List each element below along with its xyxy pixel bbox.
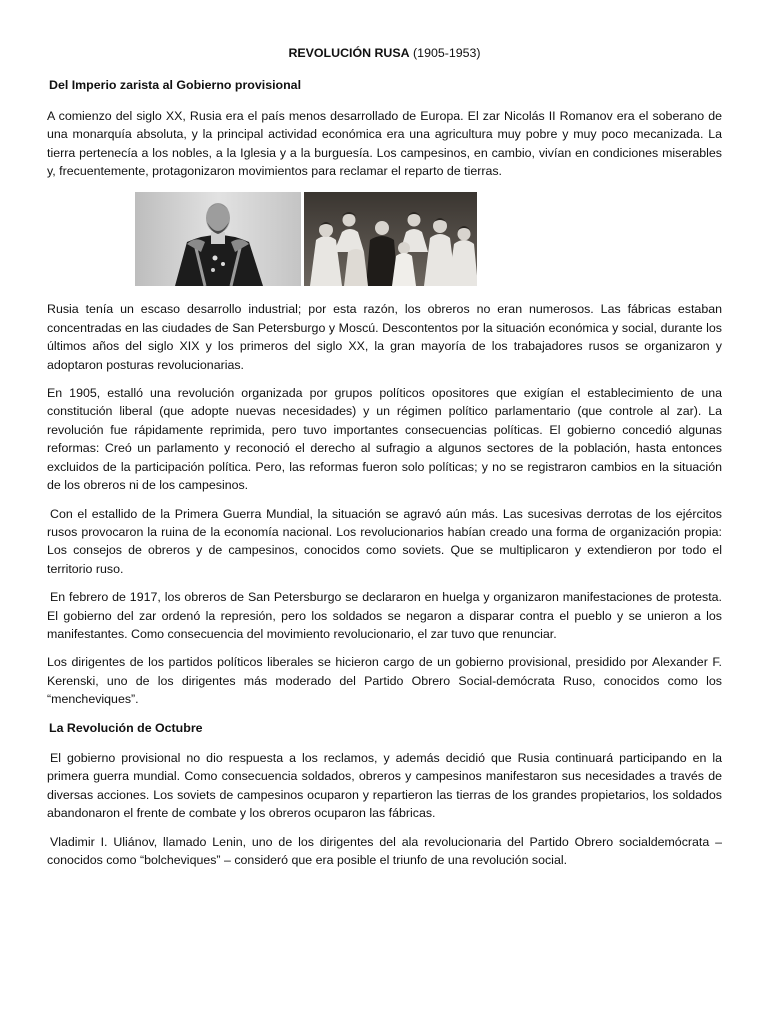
paragraph-4: Con el estallido de la Primera Guerra Mundial, la situación se agravó aún más. Las sucesivas derrotas de los ejércitos rusos provocaron la ruina de la economía nacional. Los revolucionarios habían creado una forma de organización propia: Los consejos de obreros y de campesinos, conocidos como soviets. Que se multiplicaron y extendieron por todo el territorio ruso. [47,506,722,576]
paragraph-5: En febrero de 1917, los obreros de San Petersburgo se declararon en huelga y organizaron manifestaciones de protesta. El gobierno del zar ordenó la represión, pero los soldados se negaron a disparar contra el pueblo y se unieron a los manifestantes. Como consecuencia del movimiento revolucionario, el zar tuvo que renunciar. [47,590,722,641]
document-page [47,36,722,879]
imperial-family-photo-icon [304,192,477,286]
section-heading-octubre: La Revolución de Octubre [49,720,203,735]
title-main: REVOLUCIÓN RUSA [288,46,410,60]
paragraph-3: En 1905, estalló una revolución organizada por grupos políticos opositores que exigían el establecimiento de una constitución liberal (que adopte nuevas necesidades) y un régimen político parlamentario (que controle al zar). La revolución fue rápidamente reprimida, pero tuvo importantes consecuencias políticas. El gobierno concedió algunas reformas: Creó un parlamento y reconoció el derecho al sufragio a algunos sectores de la población, hasta entonces excluidos de la participación política. Pero, las reformas fueron solo políticas; y no se registraron cambios en la situación de los obreros ni de los campesinos. [47,386,722,493]
paragraph-6: Los dirigentes de los partidos políticos liberales se hicieron cargo de un gobierno provisional, presidido por Alexander F. Kerenski, uno de los dirigentes más moderado del Partido Obrero Social-demócrata Ruso, conocidos como los “mencheviques”. [47,655,722,707]
photo-strip [135,192,477,286]
document-title [47,44,722,62]
paragraph-8: Vladimir I. Uliánov, llamado Lenin, uno de los dirigentes del ala revolucionaria del Partido Obrero socialdemócrata – conocidos como “bolcheviques” – consideró que era posible el triunfo de una revolución social. [47,834,722,867]
paragraph-7: El gobierno provisional no dio respuesta a los reclamos, y además decidió que Rusia continuará participando en la primera guerra mundial. Como consecuencia soldados, obreros y campesinos manifestaron sus necesidades a través de diversas acciones. Los soviets de campesinos ocuparon y repartieron las tierras de los grandes propietarios, los soldados abandonaron el frente de combate y los obreros ocuparon las fábricas. [47,750,722,821]
section-heading-imperio: Del Imperio zarista al Gobierno provisional [49,78,302,93]
portrait-tsar-icon [135,192,301,286]
paragraph-2: Rusia tenía un escaso desarrollo industrial; por esta razón, los obreros no eran numerosos. Las fábricas estaban concentradas en las ciudades de San Petersburgo y Moscú. Descontentos por la situación económica y social, durante los últimos años del siglo XIX y los primeros del siglo XX, la gran mayoría de los trabajadores rusos se organizaron y adoptaron posturas revolucionarias. [47,302,722,372]
title-dates: (1905-1953) [409,46,481,60]
paragraph-1: A comienzo del siglo XX, Rusia era el país menos desarrollado de Europa. El zar Nicolás II Romanov era el soberano de una monarquía absoluta, y la principal actividad económica era una agricultura muy pobre y muy poco mecanizada. La tierra pertenecía a los nobles, a la Iglesia y a la burguesía. Los campesinos, en cambio, vivían en condiciones miserables y, frecuentemente, protagonizaron movimientos para reclamar el reparto de tierras. [47,108,722,179]
